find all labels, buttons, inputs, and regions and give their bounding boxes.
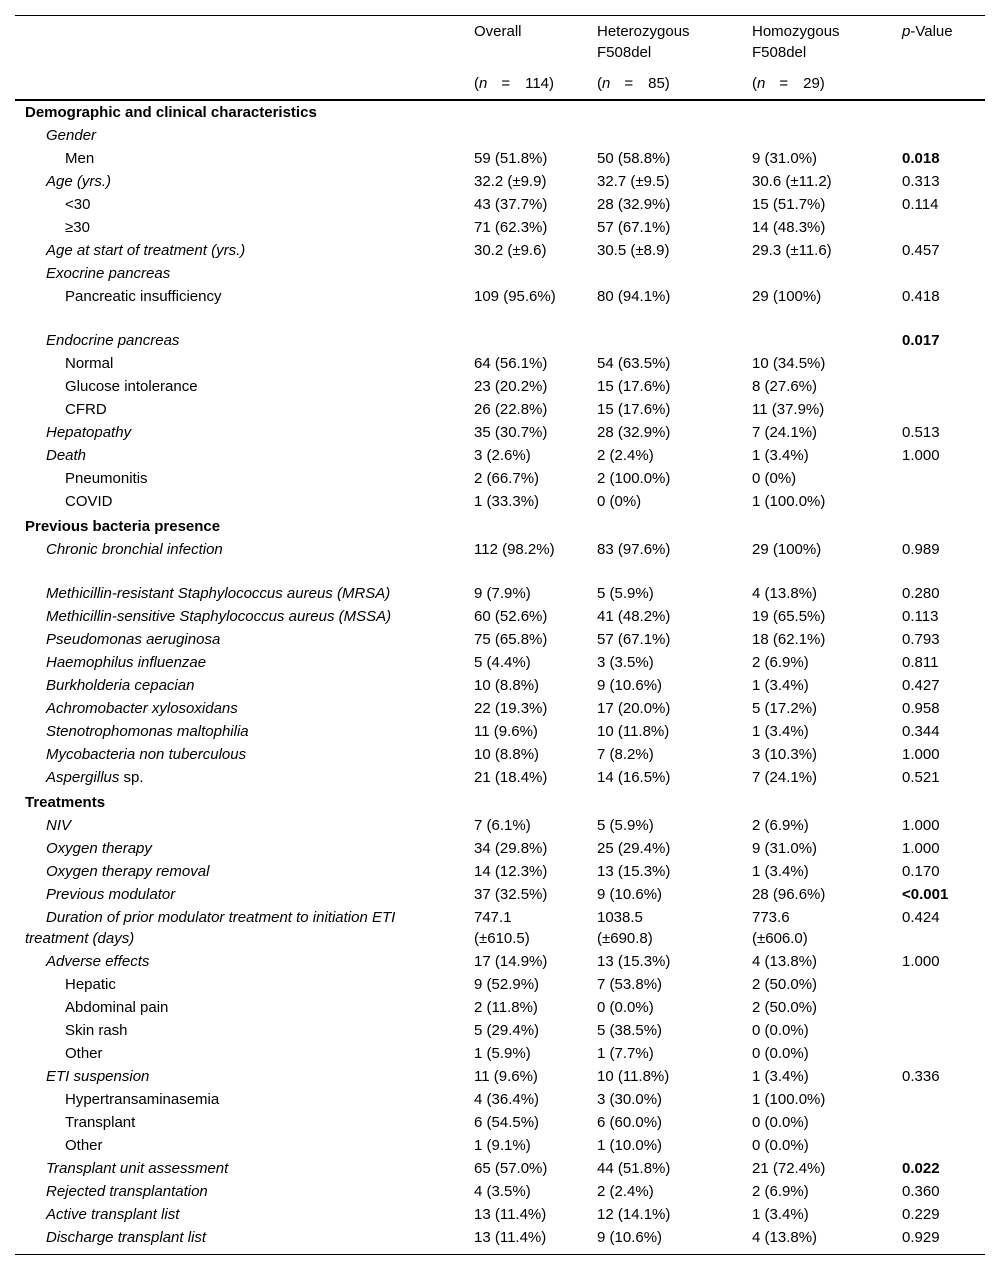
value-pvalue: 0.989 xyxy=(902,541,940,558)
row-label: Adverse effects xyxy=(46,953,150,970)
value-heterozygous: 9 (10.6%) xyxy=(597,886,663,903)
row-label: Abdominal pain xyxy=(65,999,169,1016)
value-overall: 109 (95.6%) xyxy=(474,288,556,305)
value-pvalue: 0.170 xyxy=(902,863,940,880)
value-pvalue: 0.018 xyxy=(902,150,940,167)
row-label: Oxygen therapy removal xyxy=(46,863,210,880)
row-label: COVID xyxy=(65,493,113,510)
value-homozygous: 0 (0.0%) xyxy=(752,1114,809,1131)
value-homozygous: 11 (37.9%) xyxy=(752,401,825,418)
value-homozygous: 9 (31.0%) xyxy=(752,840,818,857)
value-homozygous: 7 (24.1%) xyxy=(752,769,818,786)
value-heterozygous: 13 (15.3%) xyxy=(597,953,671,970)
value-homozygous: 4 (13.8%) xyxy=(752,585,818,602)
value-overall: 11 (9.6%) xyxy=(474,1068,538,1085)
value-homozygous: 1 (3.4%) xyxy=(752,863,809,880)
value-overall: 7 (6.1%) xyxy=(474,817,531,834)
row-label: Skin rash xyxy=(65,1022,128,1039)
row-label: Endocrine pancreas xyxy=(46,332,180,349)
value-heterozygous: 2 (2.4%) xyxy=(597,1183,654,1200)
row-label: Death xyxy=(46,447,87,464)
header-n-heterozygous: (n = 85) xyxy=(597,75,670,92)
row-label: Mycobacteria non tuberculous xyxy=(46,746,247,763)
row-label: ≥30 xyxy=(65,219,90,236)
value-heterozygous: 80 (94.1%) xyxy=(597,288,671,305)
value-overall: 1 (33.3%) xyxy=(474,493,540,510)
row-label: Age (yrs.) xyxy=(46,173,112,190)
value-homozygous: 1 (3.4%) xyxy=(752,677,809,694)
row-label: Duration of prior modulator treatment to initiation ETI xyxy=(46,909,396,926)
value-pvalue: 0.457 xyxy=(902,242,940,259)
row-label-continued: treatment (days) xyxy=(25,930,135,947)
value-overall: 5 (4.4%) xyxy=(474,654,531,671)
table-top-rule xyxy=(15,15,985,16)
row-label: Rejected transplantation xyxy=(46,1183,208,1200)
value-overall: 13 (11.4%) xyxy=(474,1206,547,1223)
value-pvalue: 0.424 xyxy=(902,909,940,926)
value-homozygous: 29 (100%) xyxy=(752,541,822,558)
value-homozygous: 5 (17.2%) xyxy=(752,700,818,717)
value-pvalue: 0.958 xyxy=(902,700,940,717)
value-pvalue: 0.793 xyxy=(902,631,940,648)
value-pvalue: 0.360 xyxy=(902,1183,940,1200)
value-homozygous: 1 (3.4%) xyxy=(752,1206,809,1223)
value-heterozygous: 17 (20.0%) xyxy=(597,700,671,717)
row-label: Other xyxy=(65,1137,103,1154)
row-label: Methicillin-resistant Staphylococcus aureus (MRSA) xyxy=(46,585,391,602)
value-homozygous: 2 (50.0%) xyxy=(752,976,818,993)
value-heterozygous: 15 (17.6%) xyxy=(597,401,671,418)
row-label: Men xyxy=(65,150,95,167)
row-label: CFRD xyxy=(65,401,107,418)
value-homozygous: 1 (3.4%) xyxy=(752,723,809,740)
row-label: Age at start of treatment (yrs.) xyxy=(46,242,246,259)
value-overall: 37 (32.5%) xyxy=(474,886,548,903)
value-homozygous: 1 (100.0%) xyxy=(752,1091,826,1108)
value-pvalue: 0.418 xyxy=(902,288,940,305)
value-homozygous: 3 (10.3%) xyxy=(752,746,818,763)
value-pvalue: 0.344 xyxy=(902,723,940,740)
row-label: Burkholderia cepacian xyxy=(46,677,195,694)
value-pvalue: 0.521 xyxy=(902,769,940,786)
value-heterozygous: 7 (53.8%) xyxy=(597,976,663,993)
value-overall: 34 (29.8%) xyxy=(474,840,548,857)
value-heterozygous: 5 (5.9%) xyxy=(597,585,654,602)
value-overall: 9 (7.9%) xyxy=(474,585,531,602)
value-overall: 59 (51.8%) xyxy=(474,150,548,167)
value-homozygous: 19 (65.5%) xyxy=(752,608,826,625)
value-homozygous: 1 (100.0%) xyxy=(752,493,826,510)
row-label: Hepatopathy xyxy=(46,424,132,441)
section-heading: Previous bacteria presence xyxy=(25,518,221,535)
value-pvalue: 1.000 xyxy=(902,840,940,857)
value-homozygous: 28 (96.6%) xyxy=(752,886,826,903)
row-label: Transplant unit assessment xyxy=(46,1160,229,1177)
value-homozygous: 7 (24.1%) xyxy=(752,424,818,441)
value-homozygous: 0 (0.0%) xyxy=(752,1022,809,1039)
row-label: Hepatic xyxy=(65,976,116,993)
value-overall: 64 (56.1%) xyxy=(474,355,548,372)
value-heterozygous: 1 (10.0%) xyxy=(597,1137,663,1154)
header-n-homozygous: (n = 29) xyxy=(752,75,825,92)
row-label: Hypertransaminasemia xyxy=(65,1091,220,1108)
value-homozygous: 29.3 (±11.6) xyxy=(752,242,832,259)
value-heterozygous: 3 (3.5%) xyxy=(597,654,654,671)
value-pvalue: 0.336 xyxy=(902,1068,940,1085)
value-overall: 26 (22.8%) xyxy=(474,401,548,418)
value-homozygous: 4 (13.8%) xyxy=(752,953,818,970)
value-heterozygous: 12 (14.1%) xyxy=(597,1206,671,1223)
value-homozygous: 0 (0%) xyxy=(752,470,797,487)
value-overall: 10 (8.8%) xyxy=(474,746,540,763)
value-heterozygous: 25 (29.4%) xyxy=(597,840,671,857)
value-homozygous: 9 (31.0%) xyxy=(752,150,818,167)
value-heterozygous: 2 (100.0%) xyxy=(597,470,671,487)
value-heterozygous: 6 (60.0%) xyxy=(597,1114,663,1131)
value-homozygous: 0 (0.0%) xyxy=(752,1045,809,1062)
value-heterozygous: 44 (51.8%) xyxy=(597,1160,671,1177)
row-label: Chronic bronchial infection xyxy=(46,541,223,558)
value-homozygous: 773.6 (±606.0) xyxy=(752,909,808,947)
value-heterozygous: 57 (67.1%) xyxy=(597,219,671,236)
header-n-overall: (n = 114) xyxy=(474,75,555,92)
value-heterozygous: 28 (32.9%) xyxy=(597,196,671,213)
value-overall: 112 (98.2%) xyxy=(474,541,555,558)
row-label: Pseudomonas aeruginosa xyxy=(46,631,221,648)
value-heterozygous: 41 (48.2%) xyxy=(597,608,671,625)
row-label: Haemophilus influenzae xyxy=(46,654,207,671)
value-overall: 2 (11.8%) xyxy=(474,999,538,1016)
value-homozygous: 2 (6.9%) xyxy=(752,1183,809,1200)
value-overall: 23 (20.2%) xyxy=(474,378,548,395)
value-overall: 22 (19.3%) xyxy=(474,700,548,717)
value-homozygous: 8 (27.6%) xyxy=(752,378,818,395)
value-heterozygous: 3 (30.0%) xyxy=(597,1091,663,1108)
value-overall: 11 (9.6%) xyxy=(474,723,538,740)
value-homozygous: 2 (50.0%) xyxy=(752,999,818,1016)
value-heterozygous: 57 (67.1%) xyxy=(597,631,671,648)
value-heterozygous: 5 (38.5%) xyxy=(597,1022,663,1039)
value-homozygous: 0 (0.0%) xyxy=(752,1137,809,1154)
header-overall: Overall xyxy=(474,23,522,40)
value-pvalue: 0.017 xyxy=(902,332,940,349)
value-pvalue: 0.280 xyxy=(902,585,940,602)
value-overall: 747.1 (±610.5) xyxy=(474,909,530,947)
header-homozygous: Homozygous F508del xyxy=(752,23,840,61)
value-heterozygous: 2 (2.4%) xyxy=(597,447,654,464)
value-pvalue: 0.114 xyxy=(902,196,939,213)
row-label: Achromobacter xylosoxidans xyxy=(46,700,238,717)
value-heterozygous: 0 (0%) xyxy=(597,493,642,510)
value-homozygous: 1 (3.4%) xyxy=(752,1068,809,1085)
value-homozygous: 15 (51.7%) xyxy=(752,196,826,213)
table-bottom-rule xyxy=(15,1254,985,1255)
value-overall: 17 (14.9%) xyxy=(474,953,548,970)
value-pvalue: 0.229 xyxy=(902,1206,940,1223)
value-heterozygous: 9 (10.6%) xyxy=(597,1229,663,1246)
value-homozygous: 1 (3.4%) xyxy=(752,447,809,464)
row-label: Stenotrophomonas maltophilia xyxy=(46,723,249,740)
value-overall: 30.2 (±9.6) xyxy=(474,242,547,259)
value-heterozygous: 0 (0.0%) xyxy=(597,999,654,1016)
value-heterozygous: 7 (8.2%) xyxy=(597,746,654,763)
value-pvalue: <0.001 xyxy=(902,886,949,903)
value-pvalue: 0.811 xyxy=(902,654,939,671)
row-label: Other xyxy=(65,1045,103,1062)
value-homozygous: 14 (48.3%) xyxy=(752,219,826,236)
value-pvalue: 1.000 xyxy=(902,953,940,970)
value-heterozygous: 14 (16.5%) xyxy=(597,769,671,786)
value-heterozygous: 54 (63.5%) xyxy=(597,355,671,372)
row-label: Pneumonitis xyxy=(65,470,148,487)
section-heading: Demographic and clinical characteristics xyxy=(25,104,317,121)
value-overall: 5 (29.4%) xyxy=(474,1022,540,1039)
value-overall: 2 (66.7%) xyxy=(474,470,540,487)
value-pvalue: 0.929 xyxy=(902,1229,940,1246)
section-heading: Treatments xyxy=(25,794,106,811)
value-overall: 4 (36.4%) xyxy=(474,1091,540,1108)
row-label: Previous modulator xyxy=(46,886,176,903)
value-heterozygous: 1 (7.7%) xyxy=(597,1045,654,1062)
value-overall: 43 (37.7%) xyxy=(474,196,548,213)
value-homozygous: 2 (6.9%) xyxy=(752,654,809,671)
row-label: Exocrine pancreas xyxy=(46,265,171,282)
value-overall: 10 (8.8%) xyxy=(474,677,540,694)
value-homozygous: 21 (72.4%) xyxy=(752,1160,826,1177)
value-homozygous: 2 (6.9%) xyxy=(752,817,809,834)
value-pvalue: 1.000 xyxy=(902,817,940,834)
value-pvalue: 0.513 xyxy=(902,424,940,441)
row-label: Gender xyxy=(46,127,97,144)
value-overall: 75 (65.8%) xyxy=(474,631,548,648)
value-overall: 65 (57.0%) xyxy=(474,1160,548,1177)
value-heterozygous: 50 (58.8%) xyxy=(597,150,671,167)
row-label: Discharge transplant list xyxy=(46,1229,207,1246)
value-homozygous: 4 (13.8%) xyxy=(752,1229,818,1246)
header-heterozygous: Heterozygous F508del xyxy=(597,23,690,61)
value-overall: 6 (54.5%) xyxy=(474,1114,540,1131)
value-heterozygous: 28 (32.9%) xyxy=(597,424,671,441)
row-label: Aspergillus sp. xyxy=(46,769,144,786)
row-label: Normal xyxy=(65,355,114,372)
row-label: Active transplant list xyxy=(46,1206,180,1223)
row-label: Pancreatic insufficiency xyxy=(65,288,222,305)
value-overall: 1 (5.9%) xyxy=(474,1045,531,1062)
row-label: Oxygen therapy xyxy=(46,840,152,857)
value-heterozygous: 30.5 (±8.9) xyxy=(597,242,670,259)
row-label: Transplant xyxy=(65,1114,136,1131)
value-overall: 3 (2.6%) xyxy=(474,447,531,464)
value-overall: 71 (62.3%) xyxy=(474,219,548,236)
value-homozygous: 10 (34.5%) xyxy=(752,355,826,372)
value-overall: 32.2 (±9.9) xyxy=(474,173,547,190)
value-pvalue: 0.313 xyxy=(902,173,940,190)
value-overall: 4 (3.5%) xyxy=(474,1183,531,1200)
value-homozygous: 18 (62.1%) xyxy=(752,631,826,648)
value-heterozygous: 15 (17.6%) xyxy=(597,378,671,395)
value-pvalue: 0.427 xyxy=(902,677,940,694)
value-pvalue: 0.022 xyxy=(902,1160,940,1177)
value-overall: 13 (11.4%) xyxy=(474,1229,547,1246)
value-heterozygous: 13 (15.3%) xyxy=(597,863,671,880)
value-overall: 60 (52.6%) xyxy=(474,608,548,625)
header-pvalue: p-Value xyxy=(902,23,953,40)
row-label: Glucose intolerance xyxy=(65,378,198,395)
row-label: NIV xyxy=(46,817,72,834)
row-label: Methicillin-sensitive Staphylococcus aureus (MSSA) xyxy=(46,608,392,625)
row-label: ETI suspension xyxy=(46,1068,150,1085)
value-homozygous: 29 (100%) xyxy=(752,288,822,305)
value-pvalue: 0.113 xyxy=(902,608,939,625)
value-heterozygous: 10 (11.8%) xyxy=(597,1068,670,1085)
value-overall: 1 (9.1%) xyxy=(474,1137,531,1154)
row-label: <30 xyxy=(65,196,91,213)
value-overall: 35 (30.7%) xyxy=(474,424,548,441)
value-heterozygous: 1038.5 (±690.8) xyxy=(597,909,653,947)
value-heterozygous: 9 (10.6%) xyxy=(597,677,663,694)
value-heterozygous: 10 (11.8%) xyxy=(597,723,670,740)
value-overall: 9 (52.9%) xyxy=(474,976,540,993)
value-heterozygous: 5 (5.9%) xyxy=(597,817,654,834)
value-heterozygous: 32.7 (±9.5) xyxy=(597,173,670,190)
value-overall: 21 (18.4%) xyxy=(474,769,548,786)
value-homozygous: 30.6 (±11.2) xyxy=(752,173,832,190)
value-pvalue: 1.000 xyxy=(902,746,940,763)
value-pvalue: 1.000 xyxy=(902,447,940,464)
value-overall: 14 (12.3%) xyxy=(474,863,548,880)
value-heterozygous: 83 (97.6%) xyxy=(597,541,671,558)
